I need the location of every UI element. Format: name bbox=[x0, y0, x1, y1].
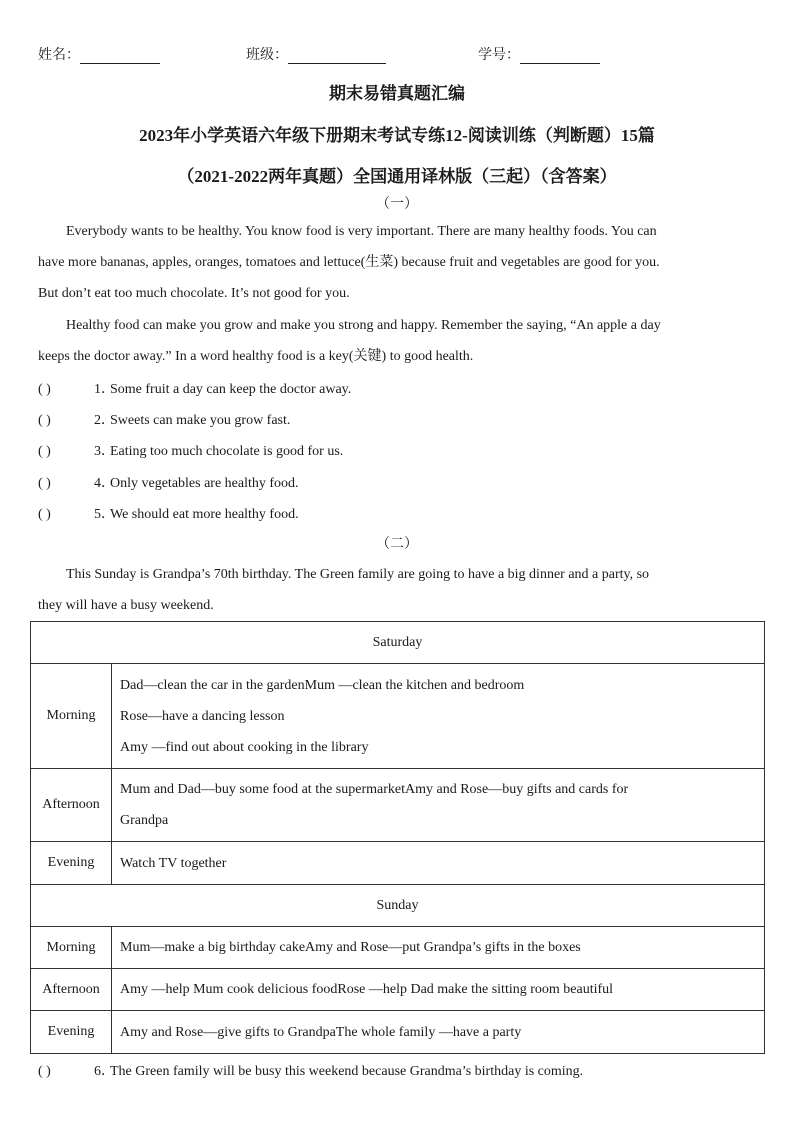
time-label: Morning bbox=[31, 664, 112, 769]
activities-cell bbox=[112, 927, 765, 969]
answer-blank[interactable]: ( ) bbox=[38, 413, 51, 428]
answer-blank[interactable]: ( ) bbox=[38, 476, 51, 491]
question-number: 4． bbox=[94, 476, 115, 491]
name-blank[interactable] bbox=[80, 49, 160, 64]
day-header-sunday: Sunday bbox=[31, 885, 765, 927]
question-text: Sweets can make you grow fast. bbox=[110, 413, 291, 428]
question-item bbox=[38, 472, 299, 492]
question-item bbox=[38, 378, 351, 398]
table-row bbox=[31, 664, 765, 769]
name-field bbox=[38, 44, 160, 64]
time-label: Afternoon bbox=[31, 769, 112, 842]
activity-line: Grandpa bbox=[120, 813, 169, 828]
activity-line: Amy and Rose—give gifts to GrandpaThe whole family —have a party bbox=[120, 1024, 522, 1040]
activities-cell bbox=[112, 842, 765, 885]
activities-cell bbox=[112, 1011, 765, 1054]
passage1-paragraph1 bbox=[38, 216, 746, 309]
passage2-marker: （二） bbox=[376, 537, 418, 552]
question-number: 1． bbox=[94, 382, 115, 397]
activity-line: Rose—have a dancing lesson bbox=[120, 708, 285, 724]
passage2-intro-line: they will have a busy weekend. bbox=[38, 598, 214, 613]
passage1-p1-line: have more bananas, apples, oranges, tomatoes and lettuce(生菜) because fruit and vegetables are good for you. bbox=[38, 255, 660, 270]
day-header-saturday: Saturday bbox=[31, 622, 765, 664]
class-blank[interactable] bbox=[288, 49, 386, 64]
table-row bbox=[31, 927, 765, 969]
activities-cell bbox=[112, 769, 765, 842]
table-row bbox=[31, 969, 765, 1011]
time-label: Afternoon bbox=[31, 969, 112, 1011]
question-text: The Green family will be busy this weekend because Grandma’s birthday is coming. bbox=[110, 1064, 584, 1079]
time-label: Evening bbox=[31, 1011, 112, 1054]
question-item bbox=[38, 440, 343, 460]
question-number: 3． bbox=[94, 444, 115, 459]
class-field bbox=[246, 44, 386, 64]
passage1-marker: （一） bbox=[376, 197, 418, 212]
answer-blank[interactable]: ( ) bbox=[38, 1064, 51, 1079]
question-number: 5． bbox=[94, 507, 115, 522]
question-text: We should eat more healthy food. bbox=[110, 507, 299, 522]
table-row bbox=[31, 1011, 765, 1054]
activities-cell bbox=[112, 969, 765, 1011]
weekend-schedule-table bbox=[30, 621, 765, 1054]
passage1-p1-line: Everybody wants to be healthy. You know food is very important. There are many healthy foods. You can bbox=[66, 224, 657, 239]
activity-line: Amy —find out about cooking in the library bbox=[120, 739, 369, 755]
question-item bbox=[38, 503, 299, 523]
question-text: Eating too much chocolate is good for us. bbox=[110, 444, 344, 459]
doc-subtitle: 2023年小学英语六年级下册期末考试专练12-阅读训练（判断题）15篇 bbox=[139, 126, 655, 145]
table-row bbox=[31, 769, 765, 842]
name-label: 姓名： bbox=[38, 48, 80, 63]
answer-blank[interactable]: ( ) bbox=[38, 444, 51, 459]
activity-line: Mum—make a big birthday cakeAmy and Rose—put Grandpa’s gifts in the boxes bbox=[120, 940, 581, 955]
answer-blank[interactable]: ( ) bbox=[38, 507, 51, 522]
table-row bbox=[31, 842, 765, 885]
question-number: 2． bbox=[94, 413, 115, 428]
passage1-p2-line: keeps the doctor away.” In a word healthy food is a key(关键) to good health. bbox=[38, 349, 474, 364]
question-item bbox=[38, 1060, 583, 1080]
passage2-intro-line: This Sunday is Grandpa’s 70th birthday. The Green family are going to have a big dinner and a party, so bbox=[66, 567, 650, 582]
activity-line: Dad—clean the car in the gardenMum —clean the kitchen and bedroom bbox=[120, 677, 525, 693]
time-label: Morning bbox=[31, 927, 112, 969]
question-text: Some fruit a day can keep the doctor away. bbox=[110, 382, 352, 397]
id-label: 学号： bbox=[478, 48, 520, 63]
class-label: 班级： bbox=[246, 48, 288, 63]
question-item bbox=[38, 409, 290, 429]
activity-line: Mum and Dad—buy some food at the supermarketAmy and Rose—buy gifts and cards for bbox=[120, 782, 629, 797]
activity-line: Amy —help Mum cook delicious foodRose —help Dad make the sitting room beautiful bbox=[120, 982, 614, 997]
answer-blank[interactable]: ( ) bbox=[38, 382, 51, 397]
time-label: Evening bbox=[31, 842, 112, 885]
activities-cell bbox=[112, 664, 765, 769]
student-info-row bbox=[38, 44, 758, 64]
activity-line: Watch TV together bbox=[120, 855, 227, 871]
passage1-p1-line: But don’t eat too much chocolate. It’s not good for you. bbox=[38, 286, 350, 301]
question-number: 6． bbox=[94, 1064, 115, 1079]
passage2-intro bbox=[38, 559, 746, 621]
id-field bbox=[478, 44, 600, 64]
question-text: Only vegetables are healthy food. bbox=[110, 476, 299, 491]
id-blank[interactable] bbox=[520, 49, 600, 64]
passage1-paragraph2 bbox=[38, 310, 746, 372]
passage1-p2-line: Healthy food can make you grow and make you strong and happy. Remember the saying, “An apple a day bbox=[66, 318, 661, 333]
doc-title: 期末易错真题汇编 bbox=[329, 84, 465, 103]
table-row bbox=[31, 622, 765, 664]
table-row bbox=[31, 885, 765, 927]
doc-edition: （2021-2022两年真题）全国通用译林版（三起）（含答案） bbox=[177, 167, 617, 186]
